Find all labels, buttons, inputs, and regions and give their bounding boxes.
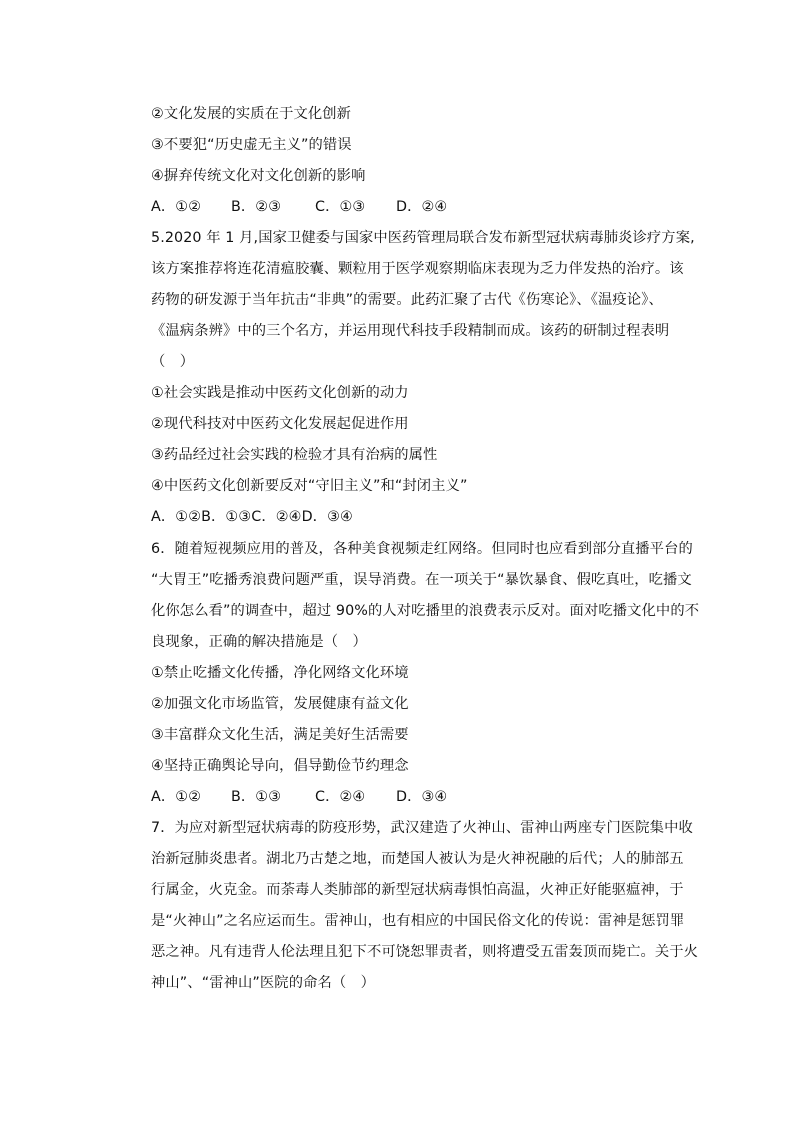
q6-stem-line-1: 6．随着短视频应用的普及，各种美食视频走红网络。但同时也应看到部分直播平台的 [151, 541, 693, 557]
q4-option-a: A．①② [151, 199, 202, 215]
q6-option-a: A．①② [151, 789, 202, 805]
q5-item-2: ②现代科技对中医药文化发展起促进作用 [151, 416, 409, 432]
q6-stem-line-3: 化你怎么看”的调查中，超过 90%的人对吃播里的浪费表示反对。面对吃播文化中的不 [151, 603, 700, 619]
q5-stem-line-2: 该方案推荐将连花清瘟胶囊、颗粒用于医学观察期临床表现为乏力伴发热的治疗。该 [151, 261, 684, 277]
q4-item-4: ④摒弃传统文化对文化创新的影响 [151, 168, 366, 184]
q5-stem-line-3: 药物的研发源于当年抗击“非典”的需要。此药汇聚了古代《伤寒论》、《温疫论》、 [151, 292, 663, 308]
q7-stem-line-2: 治新冠肺炎患者。湖北乃古楚之地，而楚国人被认为是火神祝融的后代；人的肺部五 [151, 851, 684, 867]
q6-option-b: B．①③ [231, 789, 282, 805]
q6-stem-line-4: 良现象，正确的解决措施是（ ） [151, 634, 367, 650]
q5-options: A．①②B．①③C．②④D．③④ [151, 509, 353, 525]
q5-item-1: ①社会实践是推动中医药文化创新的动力 [151, 385, 409, 401]
q5-answer-blank: （ ） [151, 354, 195, 370]
q7-stem-line-3: 行属金，火克金。而荼毒人类肺部的新型冠状病毒惧怕高温，火神正好能驱瘟神，于 [151, 882, 684, 898]
q5-stem-line-1: 5.2020 年 1 月,国家卫健委与国家中医药管理局联合发布新型冠状病毒肺炎诊疗方案, [151, 230, 695, 246]
q6-item-4: ④坚持正确舆论导向，倡导勤俭节约理念 [151, 758, 409, 774]
q6-item-2: ②加强文化市场监管，发展健康有益文化 [151, 696, 409, 712]
q7-stem-line-1: 7．为应对新型冠状病毒的防疫形势，武汉建造了火神山、雷神山两座专门医院集中收 [151, 820, 693, 836]
q6-item-3: ③丰富群众文化生活，满足美好生活需要 [151, 727, 409, 743]
q5-item-3: ③药品经过社会实践的检验才具有治病的属性 [151, 447, 438, 463]
q5-stem-line-4: 《温病条辨》中的三个名方，并运用现代科技手段精制而成。该药的研制过程表明 [151, 323, 670, 339]
q6-item-1: ①禁止吃播文化传播，净化网络文化环境 [151, 665, 409, 681]
q4-option-d: D．②④ [396, 199, 448, 215]
q5-item-4: ④中医药文化创新要反对“守旧主义”和“封闭主义” [151, 478, 468, 494]
q4-item-3: ③不要犯“历史虚无主义”的错误 [151, 137, 352, 153]
q6-option-c: C．②④ [315, 789, 366, 805]
q7-stem-line-5: 恶之神。凡有违背人伦法理且犯下不可饶恕罪责者，则将遭受五雷轰顶而毙亡。关于火 [151, 944, 699, 960]
q6-stem-line-2: “大胃王”吃播秀浪费问题严重，误导消费。在一项关于“暴饮暴食、假吃真吐，吃播文 [151, 572, 692, 588]
q7-stem-line-4: 是“火神山”之名应运而生。雷神山，也有相应的中国民俗文化的传说：雷神是惩罚罪 [151, 913, 685, 929]
q4-item-2: ②文化发展的实质在于文化创新 [151, 106, 352, 122]
q7-stem-line-6: 神山”、“雷神山”医院的命名（ ） [151, 975, 376, 991]
q4-option-c: C．①③ [315, 199, 366, 215]
q6-option-d: D．③④ [396, 789, 448, 805]
q4-option-b: B．②③ [231, 199, 282, 215]
